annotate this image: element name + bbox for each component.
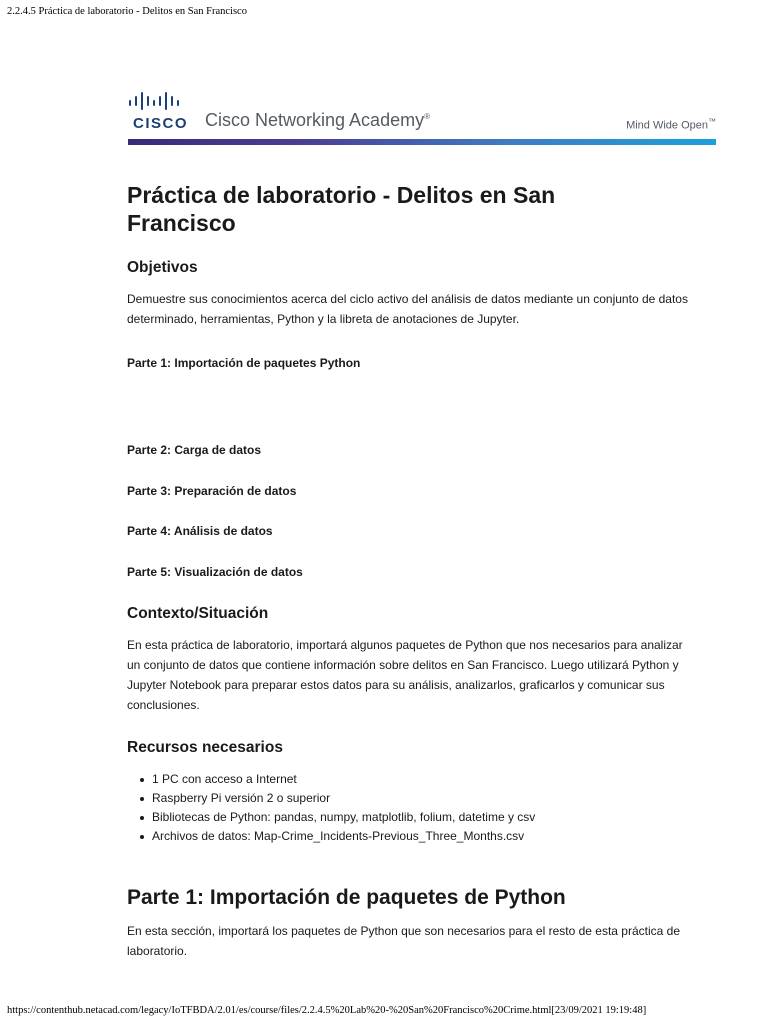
print-footer: https://contenthub.netacad.com/legacy/IoTFBDA/2.01/es/course/files/2.2.4.5%20Lab%20-%20San%20Francisco%20Crime.html[23/09/2021 19:19:48] [7, 1005, 647, 1016]
print-header: 2.2.4.5 Práctica de laboratorio - Delitos en San Francisco [7, 6, 247, 17]
resources-list [127, 770, 727, 846]
cisco-logo-icon [128, 92, 190, 132]
page-title: Práctica de laboratorio - Delitos en San Francisco [127, 182, 556, 236]
trademark-mark: ® [424, 112, 430, 121]
academy-label: Cisco Networking Academy [205, 110, 425, 130]
cisco-bridge-icon [128, 92, 190, 114]
list-item: Raspberry Pi versión 2 o superior [127, 789, 727, 808]
recursos-heading: Recursos necesarios [127, 739, 283, 756]
cisco-logo-text: CISCO [133, 115, 189, 132]
objective-part-4: Parte 4: Análisis de datos [127, 524, 273, 538]
academy-name [205, 110, 430, 131]
tagline [626, 117, 716, 132]
objetivos-heading: Objetivos [127, 259, 198, 276]
cisco-banner [128, 88, 716, 146]
list-item: Archivos de datos: Map-Crime_Incidents-Previous_Three_Months.csv [127, 827, 727, 846]
objective-part-1: Parte 1: Importación de paquetes Python [127, 356, 361, 370]
parte1-text: En esta sección, importará los paquetes de Python que son necesarios para el resto de esta práctica de laboratorio. [127, 924, 680, 958]
contexto-text: En esta práctica de laboratorio, importará algunos paquetes de Python que nos necesarios para analizar un conjunto de datos que contiene información sobre delitos en San Francisco. Luego utilizará Python y Jupyter Notebook para preparar estos datos para su análisis, analizarlos, graficarlos y comunicar sus conclusiones. [127, 638, 683, 712]
list-item: Bibliotecas de Python: pandas, numpy, matplotlib, folium, datetime y csv [127, 808, 727, 827]
contexto-heading: Contexto/Situación [127, 605, 269, 622]
banner-color-bar [128, 139, 716, 145]
tagline-label: Mind Wide Open [626, 119, 708, 132]
objective-part-3: Parte 3: Preparación de datos [127, 484, 297, 498]
parte1-heading: Parte 1: Importación de paquetes de Python [127, 886, 566, 909]
objetivos-text: Demuestre sus conocimientos acerca del ciclo activo del análisis de datos mediante un conjunto de datos determinado, herramientas, Python y la libreta de anotaciones de Jupyter. [127, 292, 688, 326]
objective-part-2: Parte 2: Carga de datos [127, 443, 262, 457]
objective-part-5: Parte 5: Visualización de datos [127, 565, 303, 579]
list-item: 1 PC con acceso a Internet [127, 770, 727, 789]
tagline-mark: ™ [708, 117, 716, 126]
